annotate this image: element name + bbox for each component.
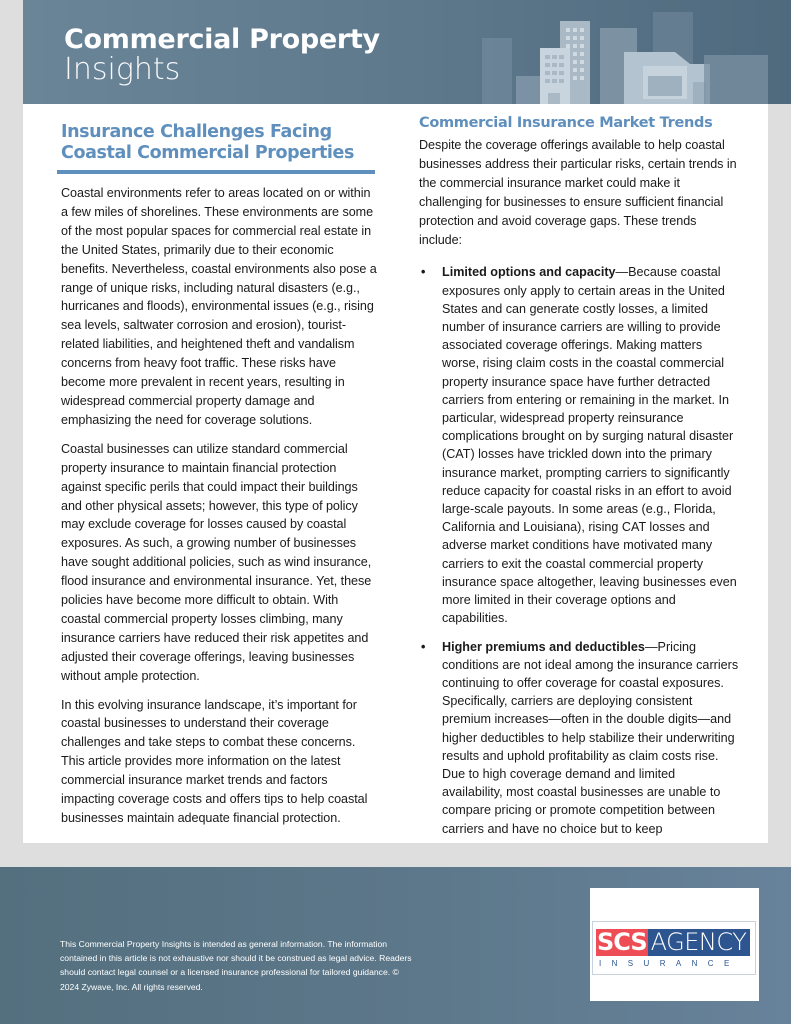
- agency-logo: [590, 888, 759, 1001]
- title-underline-divider: [57, 170, 375, 174]
- list-item: [419, 263, 739, 627]
- city-skyline-illustration: [400, 0, 791, 104]
- publication-title-line2: Insights: [64, 52, 181, 87]
- logo-agency-text: AGENCY: [648, 929, 751, 956]
- header-banner: [23, 0, 791, 104]
- right-column: [419, 114, 739, 848]
- legal-disclaimer: This Commercial Property Insights is intended as general information. The information contained in this article is not exhaustive nor should it be construed as legal advice. Readers should contact legal counsel or a licensed insurance professional for tailored guidance. © 2024 Zywave, Inc. All rights reserved.: [60, 939, 412, 992]
- article-title: Insurance Challenges Facing Coastal Commercial Properties: [61, 122, 355, 163]
- list-item-text: —Because coastal exposures only apply to certain areas in the United States and can generate costly losses, a limited number of insurance carriers are willing to provide associated coverage offerings. Making matters worse, rising claim costs in the coastal commercial property insurance space have further detracted carriers from entering or remaining in the market. In particular, widespread property reinsurance complications brought on by surging natural disaster (CAT) losses have trickled down into the primary insurance market, prompting carriers to significantly reduce capacity for coastal risks in an effort to avoid large-scale payouts. In some areas (e.g., Florida, California and Louisiana), rising CAT losses and adverse market conditions have motivated many carriers to exit the coastal commercial property insurance space altogether, leaving businesses even more limited in their coverage options and capabilities.: [442, 265, 737, 626]
- bullet-icon: •: [421, 265, 426, 280]
- market-trends-list: [419, 263, 739, 837]
- left-column: [61, 122, 377, 838]
- logo-frame: [592, 921, 756, 975]
- list-item-heading: Higher premiums and deductibles: [442, 639, 645, 654]
- footer-band: [0, 867, 791, 1024]
- publication-title: [64, 26, 380, 85]
- market-trends-intro: Despite the coverage offerings available to help coastal businesses address their particular risks, certain trends in the commercial insurance market could make it challenging for businesses to ensure sufficient financial protection and avoid coverage gaps. These trends include:: [419, 138, 737, 247]
- publication-title-line1: Commercial Property: [64, 24, 380, 55]
- list-item: [419, 638, 739, 838]
- intro-paragraph-3: In this evolving insurance landscape, it’s important for coastal businesses to understand their coverage challenges and take steps to combat these concerns. This article provides more information on the latest commercial insurance market trends and factors impacting coverage costs and offers tips to help coastal businesses maintain adequate financial protection.: [61, 697, 368, 825]
- list-item-text: —Pricing conditions are not ideal among the insurance carriers continuing to offer coverage for coastal exposures. Specifically, carriers are deploying consistent premium increases—often in the double digits—and higher deductibles to help stabilize their underwriting results and uphold profitability as claim costs rise. Due to high coverage demand and limited availability, most coastal businesses are unable to compare pricing or promote competition between carriers and have no choice but to keep: [442, 639, 739, 836]
- logo-scs-text: SCS: [597, 928, 647, 956]
- bullet-icon: •: [421, 639, 426, 654]
- market-trends-heading: Commercial Insurance Market Trends: [419, 115, 713, 131]
- logo-wordmark: [596, 929, 750, 956]
- logo-tagline: INSURANCE: [599, 959, 740, 968]
- list-item-heading: Limited options and capacity: [442, 265, 616, 280]
- intro-paragraph-1: Coastal environments refer to areas located on or within a few miles of shorelines. These environments are some of the most popular spaces for commercial real estate in the United States, primarily due to their economic benefits. Nevertheless, coastal environments also pose a range of unique risks, including natural disasters (e.g., hurricanes and floods), environmental issues (e.g., rising sea levels, saltwater corrosion and erosion), tourist-related liabilities, and heightened theft and vandalism concerns from heavy foot traffic. These risks have become more prevalent in recent years, resulting in widespread commercial property damage and emphasizing the need for coverage solutions.: [61, 186, 377, 427]
- intro-paragraph-2: Coastal businesses can utilize standard commercial property insurance to maintain financial protection against specific perils that could impact their buildings and other physical assets; however, this type of policy may exclude coverage for losses caused by coastal exposures. As such, a growing number of businesses have sought additional policies, such as wind insurance, flood insurance and environmental insurance. Yet, these policies have become more difficult to obtain. With coastal commercial property losses climbing, many insurance carriers have reduced their risk appetites and adjusted their coverage offerings, leaving businesses without ample protection.: [61, 441, 372, 683]
